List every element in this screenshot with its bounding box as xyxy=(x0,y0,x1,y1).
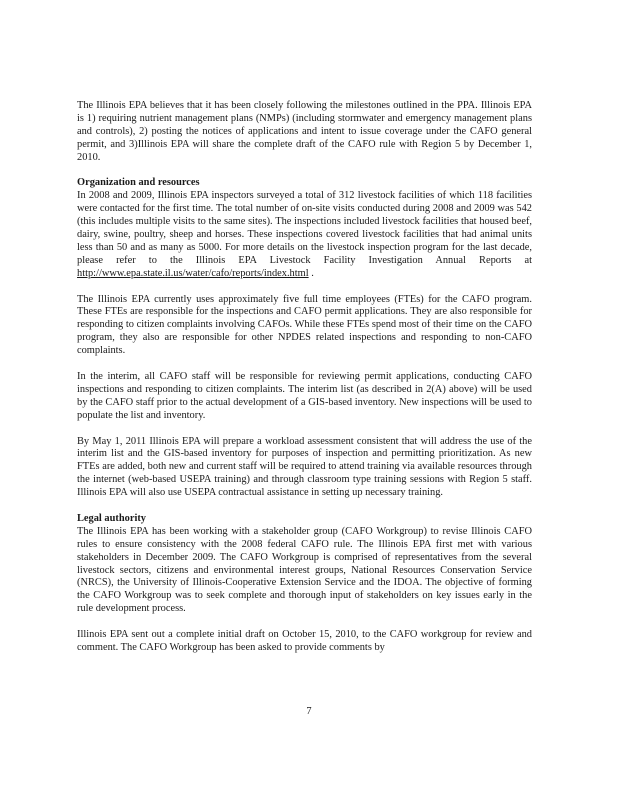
legal-paragraph-2: Illinois EPA sent out a complete initial draft on October 15, 2010, to the CAFO workgroup for review and comment. The CAFO Workgroup has been asked to provide comments by xyxy=(77,629,532,653)
organization-paragraph-3: In the interim, all CAFO staff will be responsible for reviewing permit applications, conducting CAFO inspections and responding to citizen complaints. The interim list (as described in 2(A) above) will be used by the CAFO staff prior to the actual development of a GIS-based inventory. New inspections will be used to populate the list and inventory. xyxy=(77,370,532,421)
section-heading-organization: Organization and resources xyxy=(77,177,200,189)
organization-paragraph-4: By May 1, 2011 Illinois EPA will prepare a workload assessment consistent that will address the use of the interim list and the GIS-based inventory for purposes of inspection and permitting prioritization. As new FTEs are added, both new and current staff will be required to attend training via available resources through the internet (web-based USEPA training) and through classroom type training sessions with Region 5 staff. Illinois EPA will also use USEPA contractual assistance in setting up necessary training. xyxy=(77,435,532,499)
organization-paragraph-1-end: . xyxy=(308,267,314,279)
page-number: 7 xyxy=(306,706,312,717)
intro-paragraph: The Illinois EPA believes that it has been closely following the milestones outlined in the PPA. Illinois EPA is 1) requiring nutrient management plans (NMPs) (including stormwater and emergency management plans and controls), 2) posting the notices of applications and intent to issue coverage under the CAFO general permit, and 3)Illinois EPA will share the complete draft of the CAFO rule with Region 5 by December 1, 2010. xyxy=(77,100,532,163)
organization-paragraph-2: The Illinois EPA currently uses approximately five full time employees (FTEs) for the CAFO program. These FTEs are responsible for the inspections and CAFO permit applications. They are also responsible for responding to citizen complaints involving CAFOs. While these FTEs spend most of their time on the CAFO program, they also are responsible for other NPDES related inspections and responding to non-CAFO complaints. xyxy=(77,293,532,357)
reports-link[interactable]: http://www.epa.state.il.us/water/cafo/reports/index.html xyxy=(77,267,309,279)
legal-paragraph-1: The Illinois EPA has been working with a stakeholder group (CAFO Workgroup) to revise Illinois CAFO rules to ensure consistency with the 2008 federal CAFO rule. The Illinois EPA first met with various stakeholders in December 2009. The CAFO Workgroup is comprised of representatives from the several livestock sectors, citizens and environmental interest groups, National Resources Conservation Service (NRCS), the University of Illinois-Cooperative Extension Service and the IDOA. The objective of forming the CAFO Workgroup was to seek complete and thorough input of stakeholders on key issues early in the rule development process. xyxy=(77,525,532,615)
document-body xyxy=(77,100,532,668)
section-heading-legal: Legal authority xyxy=(77,512,146,524)
organization-paragraph-1-text: In 2008 and 2009, Illinois EPA inspectors surveyed a total of 312 livestock facilities of which 118 facilities were contacted for the first time. The total number of on-site visits conducted during 2008 and 2009 was 542 (this includes multiple visits to the same sites). The inspections included livestock facilities that housed beef, dairy, swine, poultry, sheep and horses. These inspections covered livestock facilities that had animal units less than 50 and as many as 5000. For more details on the livestock inspection program for the last decade, please refer to the Illinois EPA Livestock Facility Investigation Annual Reports at xyxy=(77,190,532,266)
organization-paragraph-1 xyxy=(77,190,532,280)
